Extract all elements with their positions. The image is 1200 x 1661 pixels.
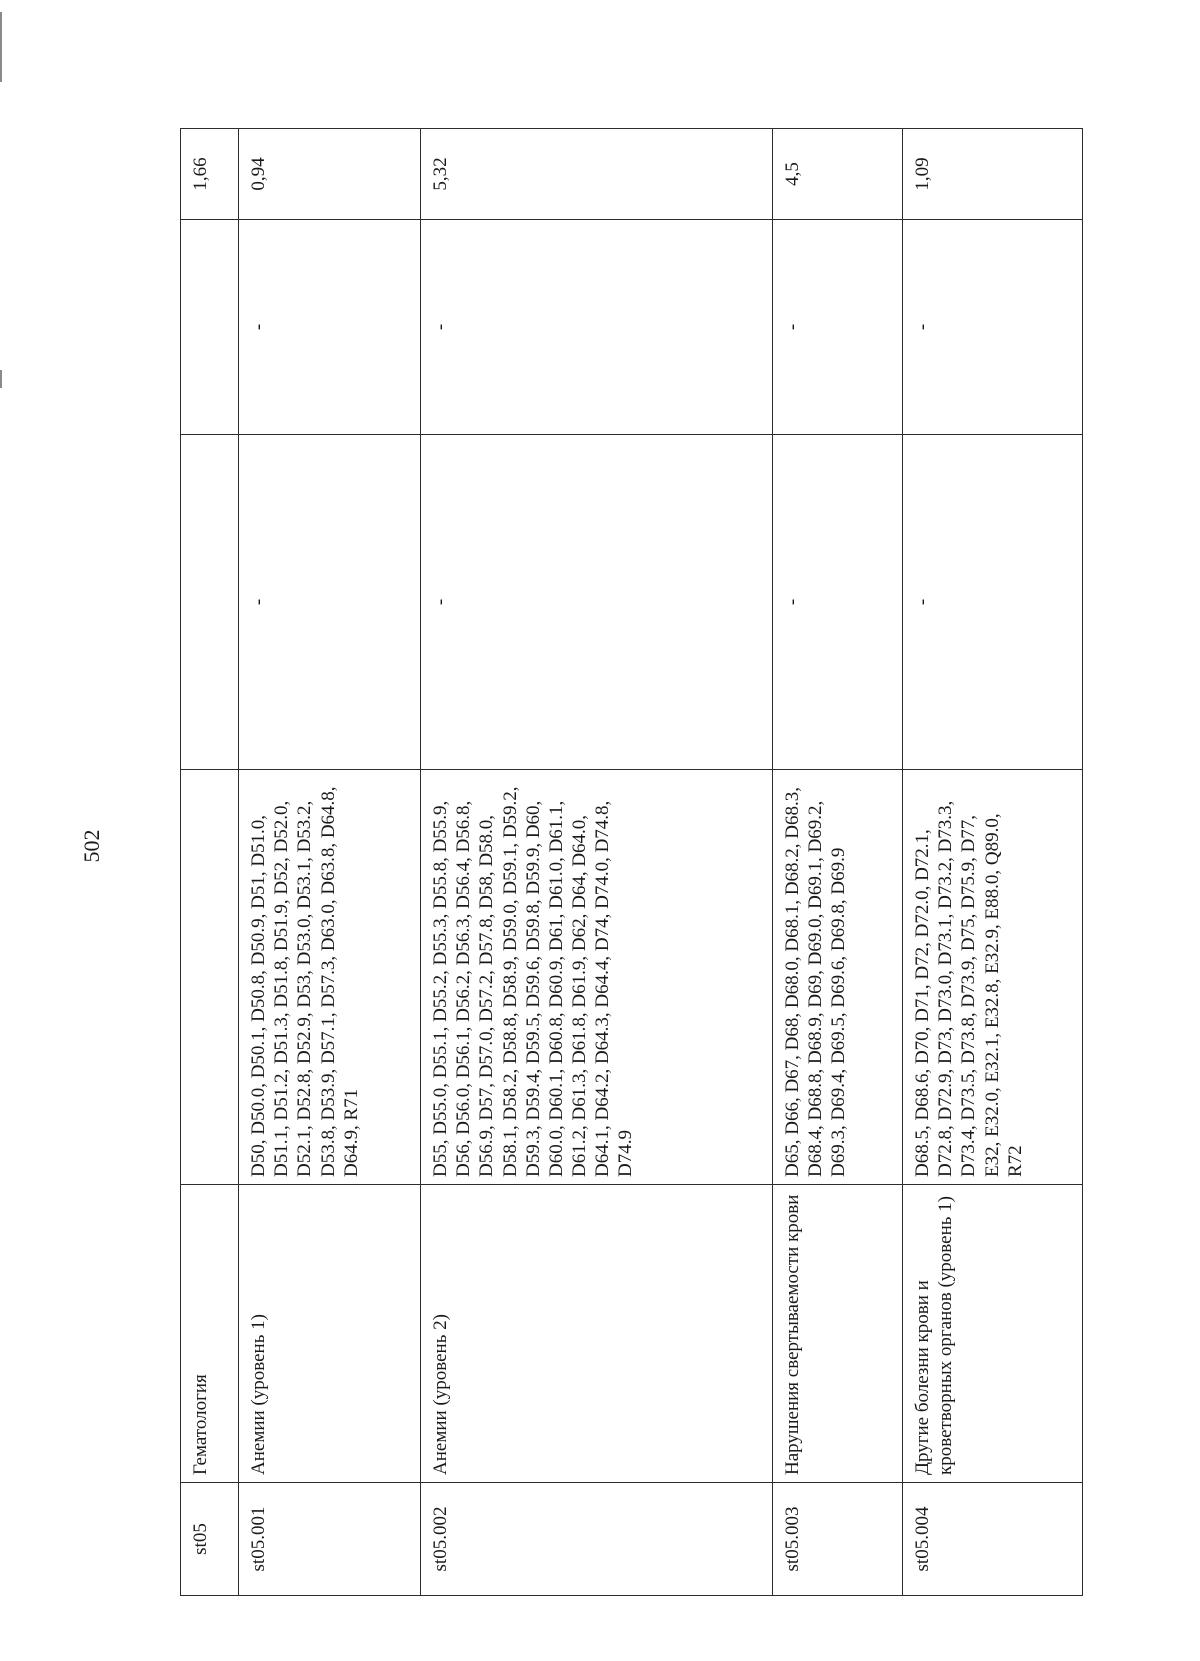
cell-extra2 — [181, 220, 239, 435]
cell-extra1: - — [903, 435, 1083, 770]
cell-extra1: - — [421, 435, 773, 770]
cell-icd: D68.5, D68.6, D70, D71, D72, D72.0, D72.1, D72.8, D72.9, D73, D73.0, D73.1, D73.2, D73.3, D73.4, D73.5, D73.8, D73.9, D75, D75.9, D77, E32, E32.0, E32.1, E32.8, E32.9, E88.0, Q89.0, R72 — [903, 770, 1083, 1185]
cell-extra1: - — [773, 435, 903, 770]
page-number: 502 — [79, 829, 104, 863]
cell-extra2: - — [773, 220, 903, 435]
cell-extra2: - — [239, 220, 421, 435]
cell-coef: 1,09 — [903, 129, 1083, 220]
table-row — [903, 129, 1083, 1596]
cell-name: Другие болезни крови и кроветворных органов (уровень 1) — [903, 1185, 1083, 1483]
cell-extra1: - — [239, 435, 421, 770]
cell-name: Гематология — [181, 1185, 239, 1483]
cell-extra2: - — [903, 220, 1083, 435]
scan-mark-middle — [0, 370, 2, 388]
cell-extra1 — [181, 435, 239, 770]
table-row — [773, 129, 903, 1596]
table-row-header — [181, 129, 239, 1596]
cell-code: st05.001 — [239, 1483, 421, 1596]
scan-mark-top — [0, 12, 2, 82]
cell-code: st05.004 — [903, 1483, 1083, 1596]
cell-icd: D65, D66, D67, D68, D68.0, D68.1, D68.2, D68.3, D68.4, D68.8, D68.9, D69, D69.0, D69.1, D69.2, D69.3, D69.4, D69.5, D69.6, D69.8, D69.9 — [773, 770, 903, 1185]
cell-code: st05.003 — [773, 1483, 903, 1596]
cell-name: Нарушения свертываемости крови — [773, 1185, 903, 1483]
cell-coef: 5,32 — [421, 129, 773, 220]
tariff-table-rotated — [180, 128, 1082, 1596]
cell-code: st05.002 — [421, 1483, 773, 1596]
cell-name: Анемии (уровень 2) — [421, 1185, 773, 1483]
table-row — [421, 129, 773, 1596]
cell-coef: 0,94 — [239, 129, 421, 220]
cell-coef: 4,5 — [773, 129, 903, 220]
cell-code: st05 — [181, 1483, 239, 1596]
cell-icd: D55, D55.0, D55.1, D55.2, D55.3, D55.8, D55.9, D56, D56.0, D56.1, D56.2, D56.3, D56.4, D56.8, D56.9, D57, D57.0, D57.2, D57.8, D58, D58.0, D58.1, D58.2, D58.8, D58.9, D59.0, D59.1, D59.2, D59.3, D59.4, D59.5, D59.6, D59.8, D59.9, D60, D60.0, D60.1, D60.8, D60.9, D61, D61.0, D61.1, D61.2, D61.3, D61.8, D61.9, D62, D64, D64.0, D64.1, D64.2, D64.3, D64.4, D74, D74.0, D74.8, D74.9 — [421, 770, 773, 1185]
cell-name: Анемии (уровень 1) — [239, 1185, 421, 1483]
tariff-table — [180, 128, 1083, 1596]
cell-icd: D50, D50.0, D50.1, D50.8, D50.9, D51, D51.0, D51.1, D51.2, D51.3, D51.8, D51.9, D52, D52.0, D52.1, D52.8, D52.9, D53, D53.0, D53.1, D53.2, D53.8, D53.9, D57.1, D57.3, D63.0, D63.8, D64.8, D64.9, R71 — [239, 770, 421, 1185]
cell-extra2: - — [421, 220, 773, 435]
cell-coef: 1,66 — [181, 129, 239, 220]
cell-icd — [181, 770, 239, 1185]
table-row — [239, 129, 421, 1596]
